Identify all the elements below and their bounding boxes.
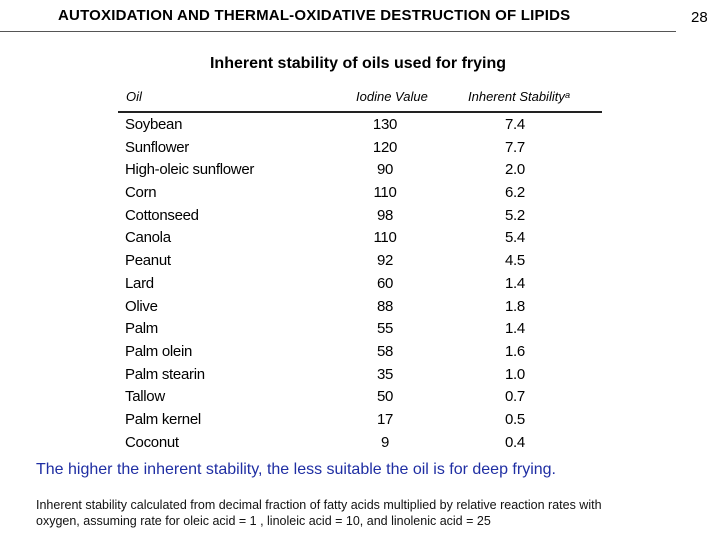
cell-inherent-stability: 7.4	[505, 116, 525, 133]
table-row	[118, 432, 602, 455]
cell-oil: Corn	[125, 184, 157, 202]
table-row	[118, 159, 602, 182]
table-row	[118, 341, 602, 364]
header-title: AUTOXIDATION AND THERMAL-OXIDATIVE DESTRUCTION OF LIPIDS	[58, 7, 571, 24]
cell-iodine-value: 90	[376, 161, 394, 179]
cell-iodine-value: 120	[372, 138, 398, 156]
cell-iodine-value: 35	[376, 365, 394, 383]
cell-iodine-value: 58	[376, 342, 394, 360]
cell-inherent-stability: 0.7	[505, 388, 525, 406]
cell-inherent-stability: 1.6	[505, 342, 525, 360]
table-row	[118, 296, 602, 319]
table-row	[118, 114, 602, 137]
table-row	[118, 386, 602, 409]
cell-inherent-stability: 4.5	[505, 252, 525, 270]
cell-iodine-value: 110	[373, 184, 397, 202]
table-row	[118, 364, 602, 387]
cell-iodine-value: 98	[376, 206, 394, 224]
cell-oil: Palm	[125, 320, 158, 338]
page-number: 28	[691, 9, 708, 26]
cell-oil: Peanut	[125, 252, 171, 270]
cell-oil: Tallow	[125, 388, 165, 406]
cell-inherent-stability: 1.8	[505, 297, 525, 315]
cell-inherent-stability: 0.5	[505, 410, 525, 428]
cell-iodine-value: 50	[376, 388, 394, 406]
cell-inherent-stability: 6.2	[505, 184, 525, 202]
cell-oil: Soybean	[125, 116, 183, 133]
column-header-iodine-value: Iodine Value	[356, 89, 428, 104]
cell-iodine-value: 17	[376, 410, 394, 428]
cell-inherent-stability: 1.4	[505, 274, 525, 292]
cell-inherent-stability: 1.4	[505, 320, 525, 338]
table-row	[118, 137, 602, 160]
table-row	[118, 205, 602, 228]
column-header-inherent-stability: Inherent Stabilityᵃ	[468, 89, 570, 104]
table-title: Inherent stability of oils used for frying	[209, 55, 507, 72]
stability-table	[118, 86, 602, 451]
cell-oil: Palm olein	[125, 342, 193, 360]
cell-inherent-stability: 7.7	[505, 138, 525, 156]
cell-iodine-value: 9	[380, 433, 390, 451]
cell-oil: Palm kernel	[125, 410, 201, 428]
column-header-oil: Oil	[126, 89, 142, 104]
table-row	[118, 273, 602, 296]
cell-iodine-value: 60	[376, 274, 394, 292]
cell-oil: Cottonseed	[125, 206, 199, 224]
cell-inherent-stability: 1.0	[505, 365, 525, 383]
cell-oil: Lard	[125, 274, 154, 292]
table-header-rule	[118, 111, 602, 113]
table-row	[118, 409, 602, 432]
cell-oil: Sunflower	[125, 138, 190, 156]
table-row	[118, 182, 602, 205]
cell-oil: Palm stearin	[125, 365, 205, 383]
header-divider	[0, 31, 676, 32]
table-body	[118, 114, 602, 454]
footnote-line-2: oxygen, assuming rate for oleic acid = 1 , linoleic acid = 10, and linolenic acid = 25	[36, 514, 491, 528]
footnote-line-1: Inherent stability calculated from decimal fraction of fatty acids multiplied by relative reaction rates with	[36, 498, 602, 512]
cell-oil: Canola	[125, 229, 171, 247]
cell-iodine-value: 92	[376, 252, 394, 270]
table-header	[118, 86, 602, 110]
cell-oil: High-oleic sunflower	[125, 161, 255, 179]
cell-inherent-stability: 2.0	[505, 161, 525, 179]
table-row	[118, 318, 602, 341]
cell-oil: Coconut	[125, 433, 179, 451]
footnote	[36, 497, 696, 529]
table-row	[118, 227, 602, 250]
table-row	[118, 250, 602, 273]
cell-iodine-value: 88	[376, 297, 394, 315]
cell-iodine-value: 130	[372, 116, 398, 133]
cell-iodine-value: 110	[373, 229, 397, 247]
cell-oil: Olive	[125, 297, 158, 315]
conclusion-text: The higher the inherent stability, the less suitable the oil is for deep frying.	[36, 461, 556, 478]
cell-inherent-stability: 0.4	[505, 433, 525, 451]
cell-inherent-stability: 5.2	[505, 206, 525, 224]
cell-iodine-value: 55	[376, 320, 394, 338]
cell-inherent-stability: 5.4	[505, 229, 525, 247]
